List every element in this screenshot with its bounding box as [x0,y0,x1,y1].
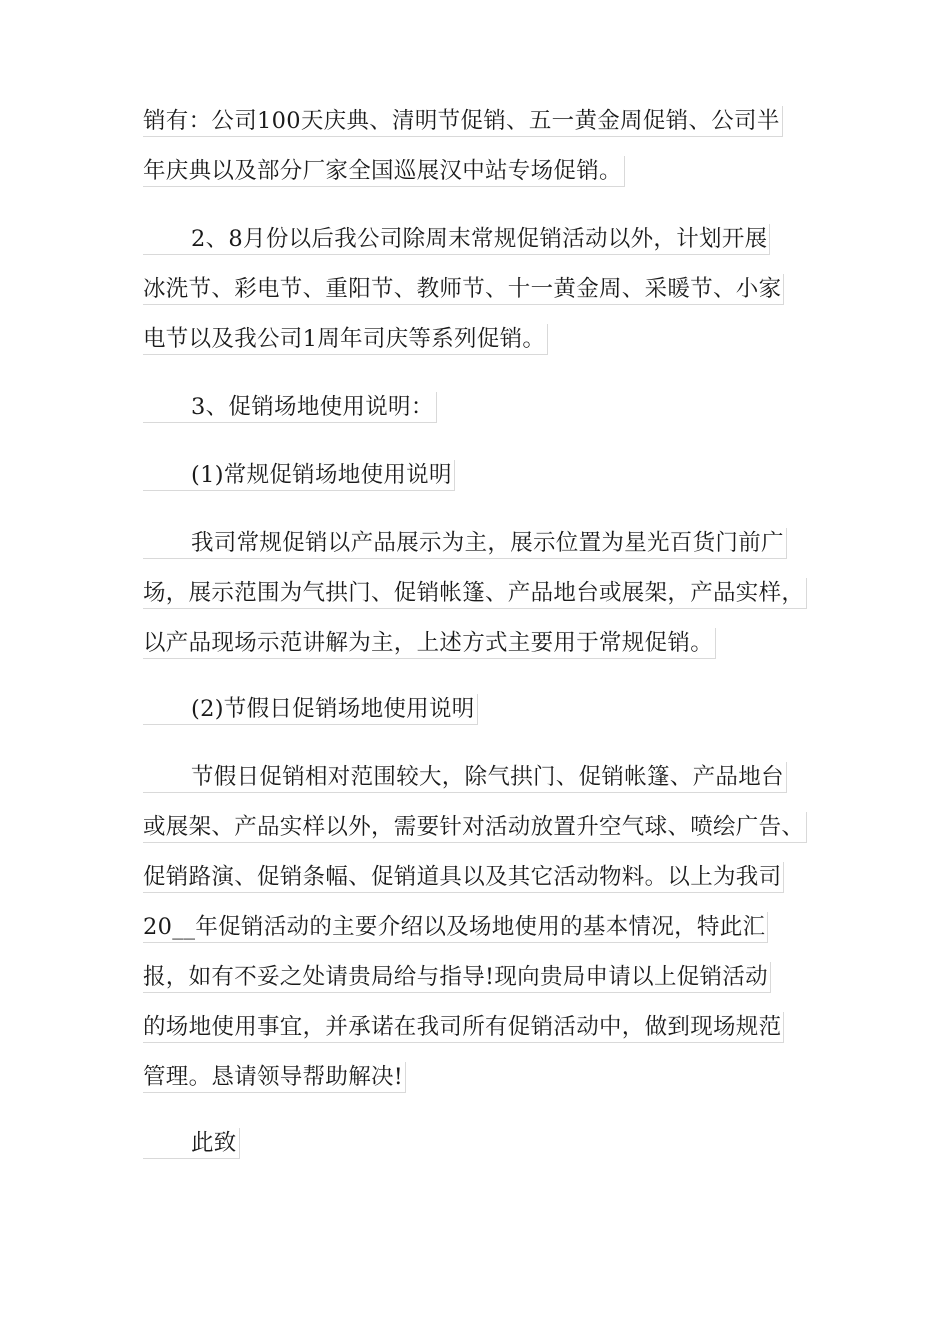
body-text-line: 的场地使用事宜，并承诺在我司所有促销活动中，做到现场规范 [143,1012,784,1043]
body-text-line: 20__年促销活动的主要介绍以及场地使用的基本情况，特此汇 [143,912,768,943]
body-text-line: 我司常规促销以产品展示为主，展示位置为星光百货门前广 [143,528,787,559]
body-text-line: 电节以及我公司1周年司庆等系列促销。 [143,324,548,355]
body-text-line: 管理。恳请领导帮助解决! [143,1062,406,1093]
body-text-line: 报，如有不妥之处请贵局给与指导!现向贵局申请以上促销活动 [143,962,771,993]
body-text-line: 场，展示范围为气拱门、促销帐篷、产品地台或展架，产品实样， [143,578,807,609]
body-text-line: 2、8月份以后我公司除周末常规促销活动以外，计划开展 [143,224,770,255]
closing-salutation: 此致 [143,1128,240,1159]
body-text-line: 销有：公司100天庆典、清明节促销、五一黄金周促销、公司半 [143,106,783,137]
section-heading: 3、促销场地使用说明： [143,392,437,423]
body-text-line: 年庆典以及部分厂家全国巡展汉中站专场促销。 [143,156,625,187]
body-text-line: 节假日促销相对范围较大，除气拱门、促销帐篷、产品地台 [143,762,787,793]
body-text-line: 以产品现场示范讲解为主，上述方式主要用于常规促销。 [143,628,716,659]
body-text-line: 冰洗节、彩电节、重阳节、教师节、十一黄金周、采暖节、小家 [143,274,784,305]
body-text-line: 或展架、产品实样以外，需要针对活动放置升空气球、喷绘广告、 [143,812,807,843]
body-text-line: 促销路演、促销条幅、促销道具以及其它活动物料。以上为我司 [143,862,784,893]
subsection-heading: (2)节假日促销场地使用说明 [143,694,478,725]
subsection-heading: (1)常规促销场地使用说明 [143,460,455,491]
